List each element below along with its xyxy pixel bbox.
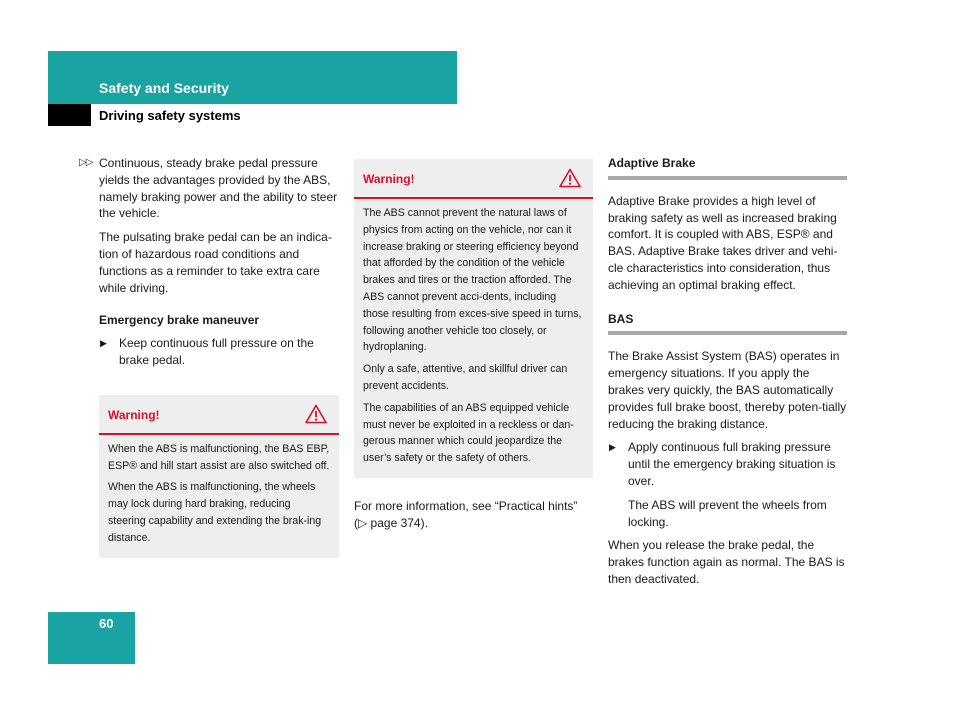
- emergency-heading: Emergency brake maneuver: [99, 313, 260, 328]
- warning-body: [354, 199, 593, 478]
- warning-text: When the ABS is malfunctioning, the BAS EBP, ESP® and hill start assist are also switched off.: [108, 442, 330, 472]
- continuation-marker: ▷▷: [79, 157, 93, 168]
- bullet-text: Keep continuous full pressure on the brake pedal.: [119, 336, 314, 367]
- paragraph: The pulsating brake pedal can be an indica-tion of hazardous road conditions and functions as a reminder to take extra care while driving.: [99, 230, 332, 295]
- bullet-text: Apply continuous full braking pressure until the emergency braking situation is over.: [628, 440, 836, 488]
- page-number: 60: [99, 616, 114, 631]
- bullet-item: [608, 439, 847, 489]
- bullet-item: [99, 335, 339, 369]
- warning-box: [99, 395, 339, 558]
- warning-box: [354, 159, 593, 478]
- column-left: [79, 155, 339, 558]
- adaptive-brake-heading: Adaptive Brake: [608, 155, 847, 180]
- warning-header: [354, 159, 593, 199]
- warning-body: [99, 435, 339, 558]
- warning-text: The capabilities of an ABS equipped vehicle must never be exploited in a reckless or dan-gerous manner which could jeopardize the user’s safety or the safety of others.: [363, 401, 574, 465]
- warning-text: When the ABS is malfunctioning, the wheels may lock during hard braking, reducing steering capability and extending the brak-ing distance.: [108, 481, 322, 544]
- page-number-box: [48, 612, 135, 664]
- more-info-reference: For more information, see “Practical hints” (▷ page 374).: [354, 498, 578, 530]
- paragraph: When you release the brake pedal, the brakes function again as normal. The BAS is then deactivated.: [608, 538, 845, 586]
- section-title: Safety and Security: [99, 80, 229, 96]
- section-tab-marker: [48, 104, 91, 126]
- result-text: The ABS will prevent the wheels from locking.: [628, 497, 827, 529]
- paragraph: The Brake Assist System (BAS) operates in emergency situations. If you apply the brakes very quickly, the BAS automatically provides full brake boost, thereby poten-tially reducing the braking distance.: [608, 349, 847, 431]
- triangle-right-icon: ▶: [100, 338, 107, 349]
- triangle-right-icon: ▶: [609, 442, 616, 453]
- column-middle: [354, 159, 593, 539]
- column-right: [608, 155, 847, 595]
- paragraph: Adaptive Brake provides a high level of braking safety as well as increased braking comfort. It is coupled with ABS, ESP® and BAS. Adaptive Brake takes driver and vehi-cle characteristics into consideration, thus achieving an optimal braking effect.: [608, 193, 838, 292]
- bas-heading: BAS: [608, 311, 847, 336]
- paragraph: Continuous, steady brake pedal pressure yields the advantages provided by the ABS, namely braking power and the ability to steer the vehicle.: [99, 156, 338, 221]
- warning-triangle-icon: [305, 404, 327, 424]
- warning-text: The ABS cannot prevent the natural laws of physics from acting on the vehicle, nor can it increase braking or steering efficiency beyond that afforded by the condition of the vehicle brakes and tires or the traction afforded. The ABS cannot prevent acci-dents, including those resulting from exces-sive speed in turns, following another vehicle too closely, or hydroplaning.: [363, 207, 582, 354]
- warning-header: [99, 395, 339, 435]
- warning-label: Warning!: [363, 172, 415, 186]
- subsection-title: Driving safety systems: [99, 108, 241, 123]
- warning-triangle-icon: [559, 168, 581, 188]
- warning-label: Warning!: [108, 407, 160, 422]
- header-band: [48, 51, 457, 104]
- warning-text: Only a safe, attentive, and skillful driver can prevent accidents.: [363, 363, 568, 392]
